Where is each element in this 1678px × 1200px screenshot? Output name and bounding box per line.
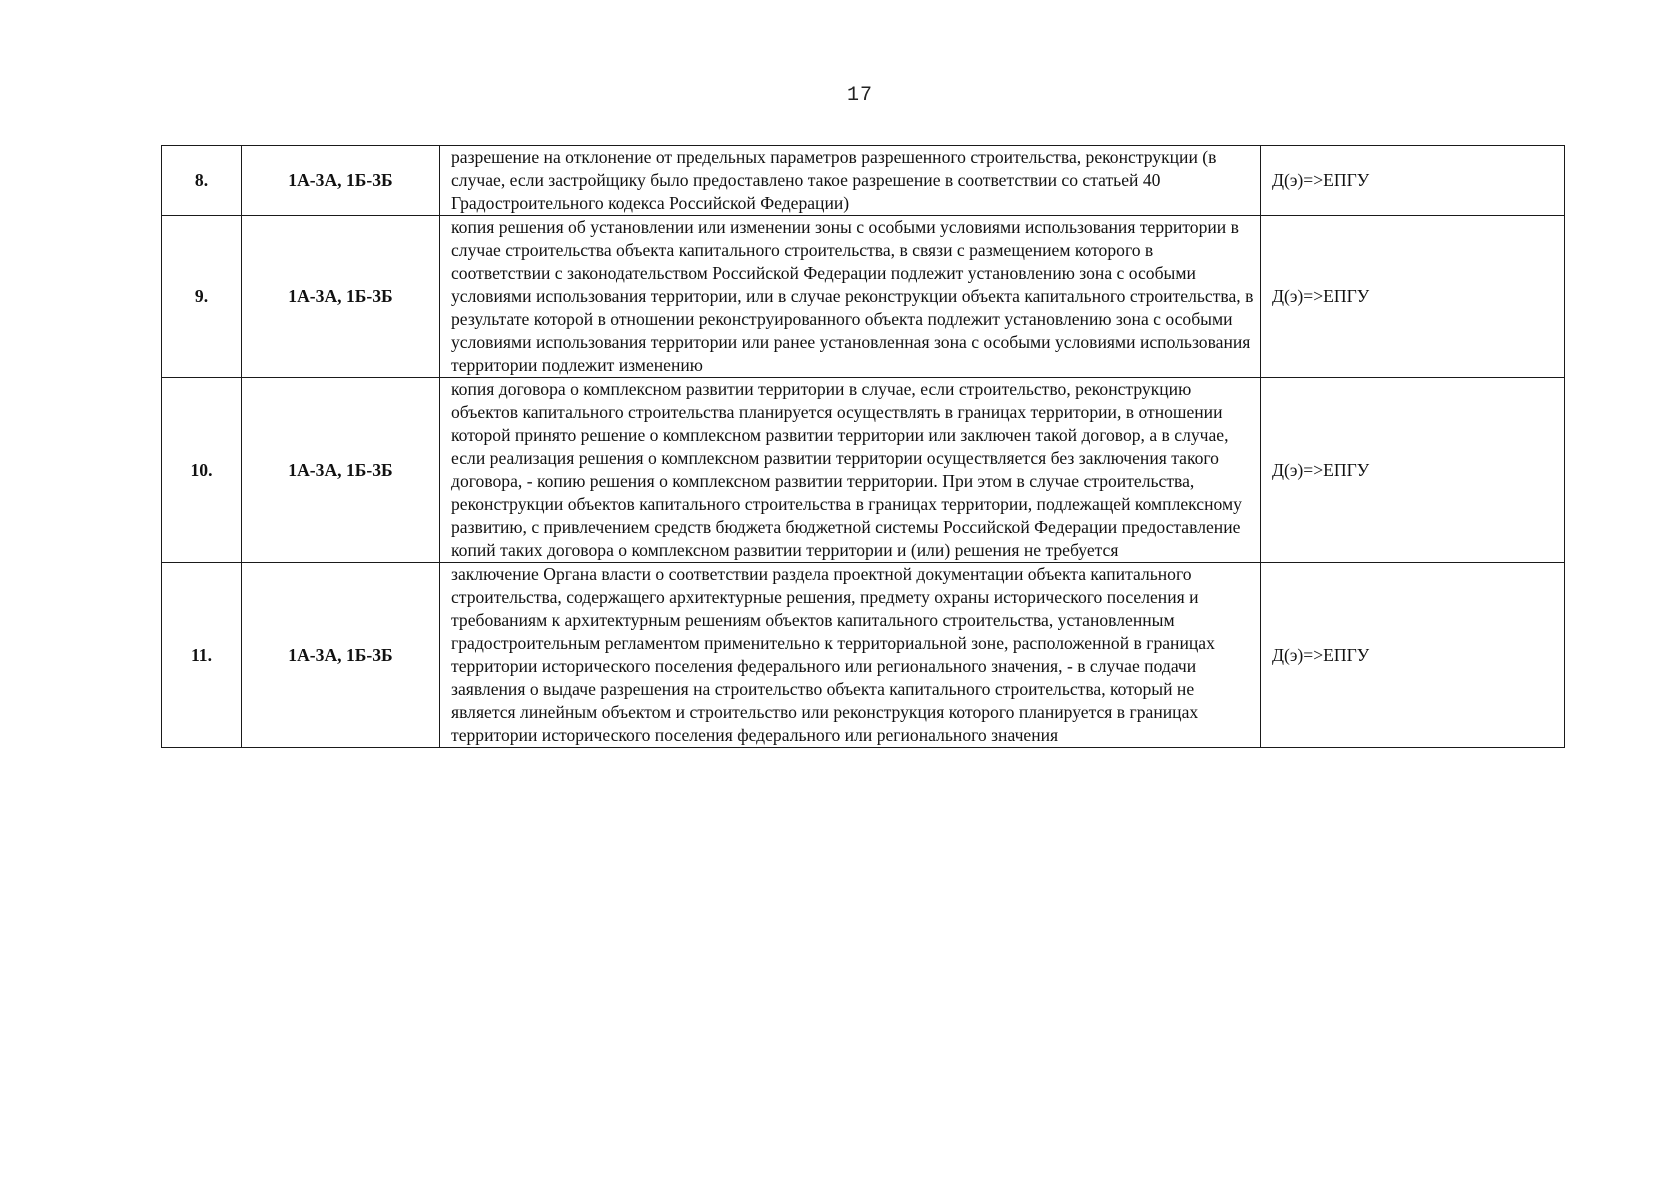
row-description: копия договора о комплексном развитии территории в случае, если строительство, реконструкцию объектов капитального строительства планируется осуществлять в границах территории, в отношении которой принято решение о комплексном развитии территории или заключен такой договор, а в случае, если реализация решения о комплексном развитии территории осуществляется без заключения такого договора, - копию решения о комплексном развитии территории. При этом в случае строительства, реконструкции объектов капитального строительства в границах территории, подлежащей комплексному развитию, с привлечением средств бюджета бюджетной системы Российской Федерации предоставление копий таких договора о комплексном развитии территории и (или) решения не требуется	[440, 378, 1261, 563]
row-number: 10.	[162, 378, 242, 563]
page-number: 17	[846, 84, 873, 107]
row-form: Д(э)=>ЕПГУ	[1261, 146, 1565, 216]
row-categories: 1А-3А, 1Б-3Б	[242, 563, 440, 748]
row-categories: 1А-3А, 1Б-3Б	[242, 378, 440, 563]
row-number: 8.	[162, 146, 242, 216]
row-number: 9.	[162, 216, 242, 378]
row-form: Д(э)=>ЕПГУ	[1261, 378, 1565, 563]
row-categories: 1А-3А, 1Б-3Б	[242, 146, 440, 216]
row-description: разрешение на отклонение от предельных параметров разрешенного строительства, реконструкции (в случае, если застройщику было предоставлено такое разрешение в соответствии со статьей 40 Градостроительного кодекса Российской Федерации)	[440, 146, 1261, 216]
row-form: Д(э)=>ЕПГУ	[1261, 563, 1565, 748]
row-number: 11.	[162, 563, 242, 748]
row-description: заключение Органа власти о соответствии раздела проектной документации объекта капитального строительства, содержащего архитектурные решения, предмету охраны исторического поселения и требованиям к архитектурным решениям объектов капитального строительства, установленным градостроительным регламентом применительно к территориальной зоне, расположенной в границах территории исторического поселения федерального или регионального значения, - в случае подачи заявления о выдаче разрешения на строительство объекта капитального строительства, который не является линейным объектом и строительство или реконструкция которого планируется в границах территории исторического поселения федерального или регионального значения	[440, 563, 1261, 748]
table-row	[162, 146, 1565, 216]
table-row	[162, 378, 1565, 563]
table-row	[162, 216, 1565, 378]
row-categories: 1А-3А, 1Б-3Б	[242, 216, 440, 378]
row-form: Д(э)=>ЕПГУ	[1261, 216, 1565, 378]
row-description: копия решения об установлении или изменении зоны с особыми условиями использования территории в случае строительства объекта капитального строительства, в связи с размещением которого в соответствии с законодательством Российской Федерации подлежит установлению зона с особыми условиями использования территории, или в случае реконструкции объекта капитального строительства, в результате которой в отношении реконструированного объекта подлежит установлению зона с особыми условиями использования территории или ранее установленная зона с особыми условиями использования территории подлежит изменению	[440, 216, 1261, 378]
table-row	[162, 563, 1565, 748]
documents-table	[161, 145, 1565, 748]
